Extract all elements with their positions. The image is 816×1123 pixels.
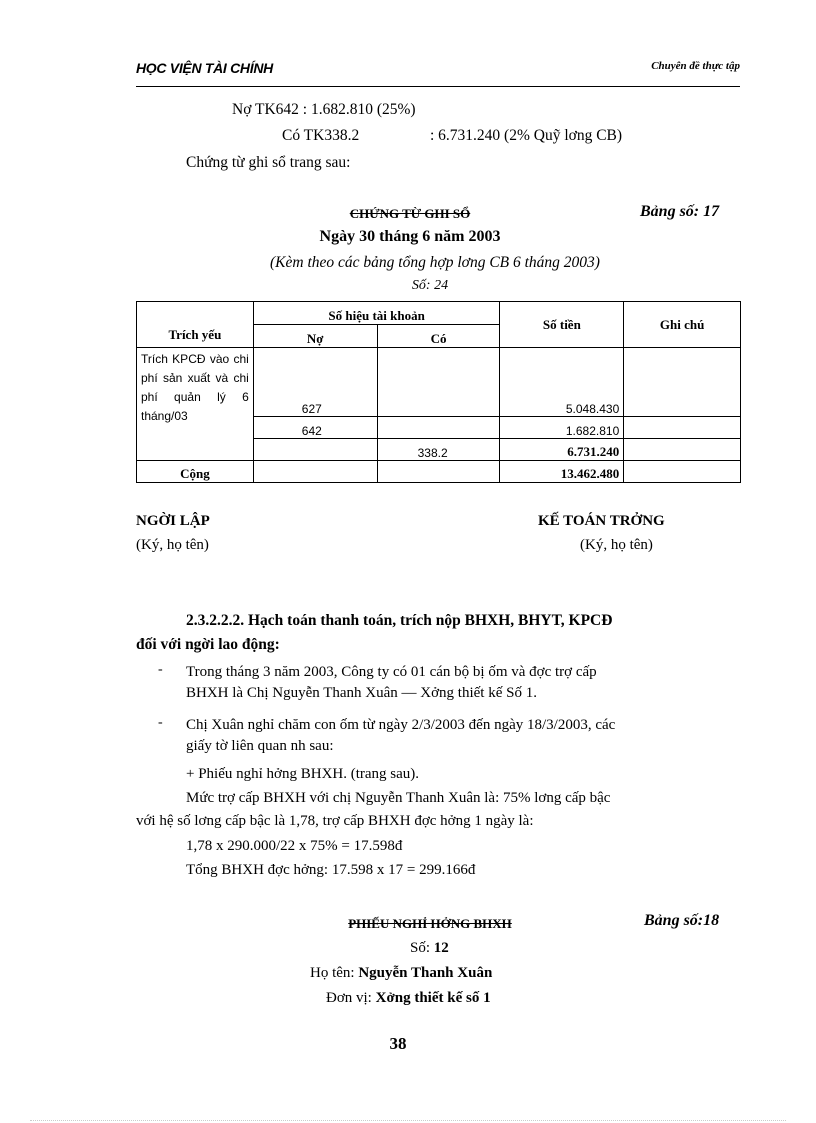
leave-slip-unit (326, 990, 491, 1007)
header-amount: Số tiền (500, 302, 624, 348)
entry-debit-642: Nợ TK642 : 1.682.810 (25%) (232, 101, 416, 118)
accountant-title: KẾ TOÁN TRỞNG (538, 513, 665, 529)
leave-slip-name (310, 965, 492, 982)
voucher-table (136, 301, 741, 483)
table-row-1-amount: 5.048.430 (500, 348, 624, 417)
allowance-paragraph-line-1: Mức trợ cấp BHXH với chị Nguyễn Thanh Xuân là: 75% lơng cấp bậc (186, 790, 611, 806)
section-heading-line-2: đối với ngời lao động: (136, 636, 280, 653)
table-row-1-credit (377, 348, 500, 417)
header-description: Trích yếu (137, 302, 254, 348)
page-header (136, 58, 740, 87)
leave-slip-name-label: Họ tên: (310, 965, 355, 981)
voucher-date: Ngày 30 tháng 6 năm 2003 (319, 228, 501, 245)
bullet-1-line-1: Trong tháng 3 năm 2003, Công ty có 01 cán bộ bị ốm và đợc trợ cấp (186, 664, 597, 680)
table-row-2-note (624, 416, 741, 438)
page-number: 38 (389, 1034, 407, 1053)
bullet-2-line-1: Chị Xuân nghỉ chăm con ốm từ ngày 2/3/2003 đến ngày 18/3/2003, các (186, 717, 616, 733)
table-row-3-amount: 6.731.240 (500, 438, 624, 460)
table-row-1-note (624, 348, 741, 417)
leave-slip-name-value: Nguyễn Thanh Xuân (358, 965, 493, 981)
table-row-3-credit: 338.2 (377, 438, 500, 460)
total-label: Cộng (137, 461, 254, 483)
leave-slip-unit-label: Đơn vị: (326, 990, 372, 1006)
preparer-sub: (Ký, họ tên) (136, 537, 209, 553)
table-row-3-debit (253, 438, 377, 460)
header-debit: Nợ (253, 325, 377, 348)
table-row-2-debit: 642 (253, 416, 377, 438)
total-debit (253, 461, 377, 483)
leave-slip-title: PHIẾU NGHỈ HỞNG BHXH (348, 916, 512, 931)
bullet-2 (186, 715, 740, 757)
entry-description: Trích KPCĐ vào chi phí sản xuất và chi phí quản lý 6 tháng/03 (137, 348, 254, 461)
section-heading (136, 609, 740, 657)
leave-slip-reference: + Phiếu nghỉ hởng BHXH. (trang sau). (186, 766, 420, 782)
table-row-1-debit: 627 (253, 348, 377, 417)
voucher-note: (Kèm theo các bảng tổng hợp lơng CB 6 tháng 2003) (270, 254, 600, 271)
allowance-paragraph-line-2: với hệ số lơng cấp bậc là 1,78, trợ cấp BHXH đợc hởng 1 ngày là: (136, 813, 534, 829)
total-credit (377, 461, 500, 483)
bullet-marker-1: - (158, 662, 163, 677)
header-credit: Có (377, 325, 500, 348)
table-row-2-credit (377, 416, 500, 438)
leave-slip-number-label: Số: (410, 940, 431, 956)
accountant-sub: (Ký, họ tên) (580, 537, 653, 553)
leave-slip-number (410, 940, 449, 957)
voucher-intro: Chứng từ ghi sổ trang sau: (186, 154, 351, 171)
page-bottom-divider (30, 1120, 786, 1121)
bullet-1 (186, 662, 740, 704)
voucher-title: CHỨNG TỪ GHI SỔ (349, 206, 471, 221)
table-row-2-amount: 1.682.810 (500, 416, 624, 438)
voucher-number: Số: 24 (411, 278, 449, 293)
preparer-title: NGỜI LẬP (136, 513, 210, 529)
leave-slip-number-value: 12 (433, 940, 449, 956)
bullet-1-line-2: BHXH là Chị Nguyễn Thanh Xuân — Xởng thiết kế Số 1. (186, 685, 537, 701)
daily-allowance-formula: 1,78 x 290.000/22 x 75% = 17.598đ (186, 838, 403, 854)
entry-credit-label: Có TK338.2 (282, 127, 360, 144)
voucher-table-number: Bảng số: 17 (640, 203, 720, 220)
section-heading-line-1: 2.3.2.2.2. Hạch toán thanh toán, trích nộp BHXH, BHYT, KPCĐ (186, 612, 613, 629)
document-type: Chuyên đề thực tập (651, 60, 740, 72)
bullet-2-line-2: giấy tờ liên quan nh sau: (186, 738, 334, 754)
entry-credit-value: : 6.731.240 (2% Quỹ lơng CB) (430, 127, 623, 144)
header-account-group: Số hiệu tài khoản (253, 302, 500, 325)
institution-name: HỌC VIỆN TÀI CHÍNH (136, 60, 273, 76)
leave-slip-table-number: Bảng số:18 (644, 912, 720, 929)
total-amount: 13.462.480 (500, 461, 624, 483)
table-row-3-note (624, 438, 741, 460)
bullet-marker-2: - (158, 715, 163, 730)
total-note (624, 461, 741, 483)
leave-slip-unit-value: Xởng thiết kế số 1 (375, 990, 491, 1006)
total-allowance-formula: Tổng BHXH đợc hởng: 17.598 x 17 = 299.166đ (186, 862, 476, 878)
header-note: Ghi chú (624, 302, 741, 348)
